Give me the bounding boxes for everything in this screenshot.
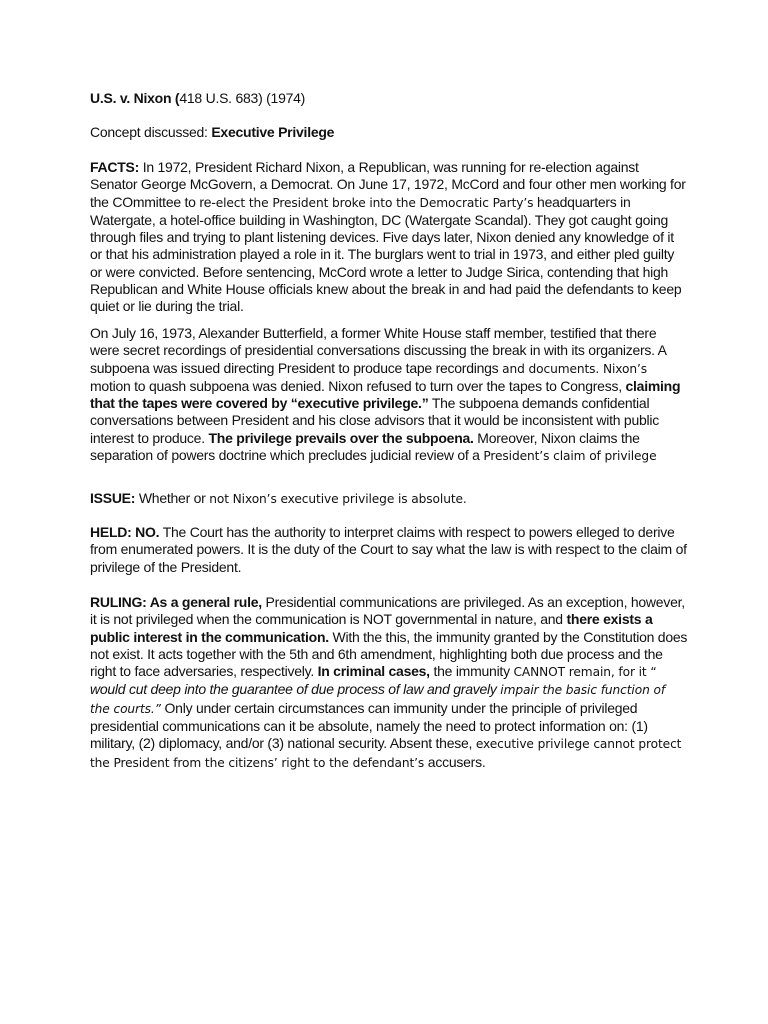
facts2-bold-2: The privilege prevails over the subpoena. <box>208 429 474 446</box>
facts2-text-6: President’s claim of privilege <box>483 449 657 464</box>
facts-text-3: headquarters in Watergate, a hotel-office building in Washington, DC (Watergate Scandal). They got caught going through files and trying to plant listening devices. Five days later, Nixon denied any knowledge of it or that his administration played a role in it. The burglars went to trial in 1973, and either pled guilty or were convicted. Before sentencing, McCord wrote a letter to Judge Sirica, contending that high Republican and White House officials knew about the break in and had paid the defendants to keep quiet or lie during the trial. <box>90 193 682 315</box>
facts2-text-3: motion to quash subpoena was denied. Nixon refused to turn over the tapes to Congress, <box>90 377 626 394</box>
issue-label: ISSUE: <box>90 490 136 506</box>
facts2-text-5: Moreover, Nixon claims the separation of powers doctrine which precludes judicial review of a <box>90 429 640 464</box>
ruling-label: RULING: As a general rule, <box>90 594 262 610</box>
facts2-text-4: The subpoena demands confidential conversations between President and his close advisors that it would be inconsistent with public interest to produce. <box>90 395 659 446</box>
concept-label: Concept discussed: <box>90 124 212 140</box>
ruling-italic-1: would cut deep into the guarantee of due process of law and gravely <box>90 681 497 698</box>
facts2-text-2: and documents. Nixon’s <box>502 361 648 376</box>
issue-paragraph <box>90 490 688 508</box>
facts2-text-1: On July 16, 1973, Alexander Butterfield, a former White House staff member, testified that there were secret recordings of presidential conversations discussing the break in with its organizers. A subpoena was issued directing President to produce tape recordings <box>90 325 666 376</box>
ruling-text-6: executive privilege cannot protect the President from the citizens’ right to the defendant’s <box>90 737 682 770</box>
ruling-text-4: CANNOT remain, for it “ <box>513 665 657 680</box>
held-text: The Court has the authority to interpret claims with respect to powers elleged to derive from enumerated powers. It is the duty of the Court to say what the law is with respect to the claim of privilege of the President. <box>90 524 687 575</box>
held-paragraph <box>90 524 688 576</box>
concept-value: Executive Privilege <box>211 124 335 140</box>
ruling-bold-1: there exists a public interest in the communication. <box>90 611 653 645</box>
ruling-text-5: Only under certain circumstances can immunity under the principle of privileged presidential communications can it be absolute, namely the need to protect information on: (1) military, (2) diplomacy, and/or (3) national security. Absent these, <box>90 699 648 752</box>
ruling-text-7: accusers. <box>424 753 486 770</box>
ruling-bold-2: In criminal cases, <box>317 663 430 680</box>
concept-paragraph <box>90 124 688 141</box>
ruling-text-2: With the this, the immunity granted by the Constitution does not exist. It acts together with the 5th and 6th amendment, highlighting both due process and the right to face adversaries, respectively. <box>90 628 688 680</box>
ruling-italic-2: impair the basic function of the courts.” <box>90 683 666 716</box>
facts-text-2: elect the President broke into the Democratic Party’s <box>215 195 534 210</box>
facts-paragraph-2 <box>90 325 688 465</box>
ruling-text-3: the immunity <box>429 663 514 680</box>
case-citation: 418 U.S. 683) (1974) <box>179 90 306 106</box>
case-name: U.S. v. Nixon ( <box>90 90 180 106</box>
ruling-paragraph <box>90 594 688 772</box>
facts2-bold-1: claiming that the tapes were covered by “executive privilege.” <box>90 377 681 412</box>
ruling-text-1: Presidential communications are privileged. As an exception, however, it is not privileged when the communication is NOT governmental in nature, and <box>90 594 685 628</box>
facts-label: FACTS: <box>90 159 140 175</box>
issue-text-1: Whether or <box>135 490 210 506</box>
facts-paragraph <box>90 159 688 316</box>
case-title <box>90 90 688 107</box>
facts-text-1: In 1972, President Richard Nixon, a Republican, was running for re-election against Senator George McGovern, a Democrat. On June 17, 1972, McCord and four other men working for the COmmittee to re- <box>90 159 686 210</box>
issue-text-2: not Nixon’s executive privilege is absolute. <box>209 492 467 506</box>
held-label: HELD: NO. <box>90 524 160 540</box>
